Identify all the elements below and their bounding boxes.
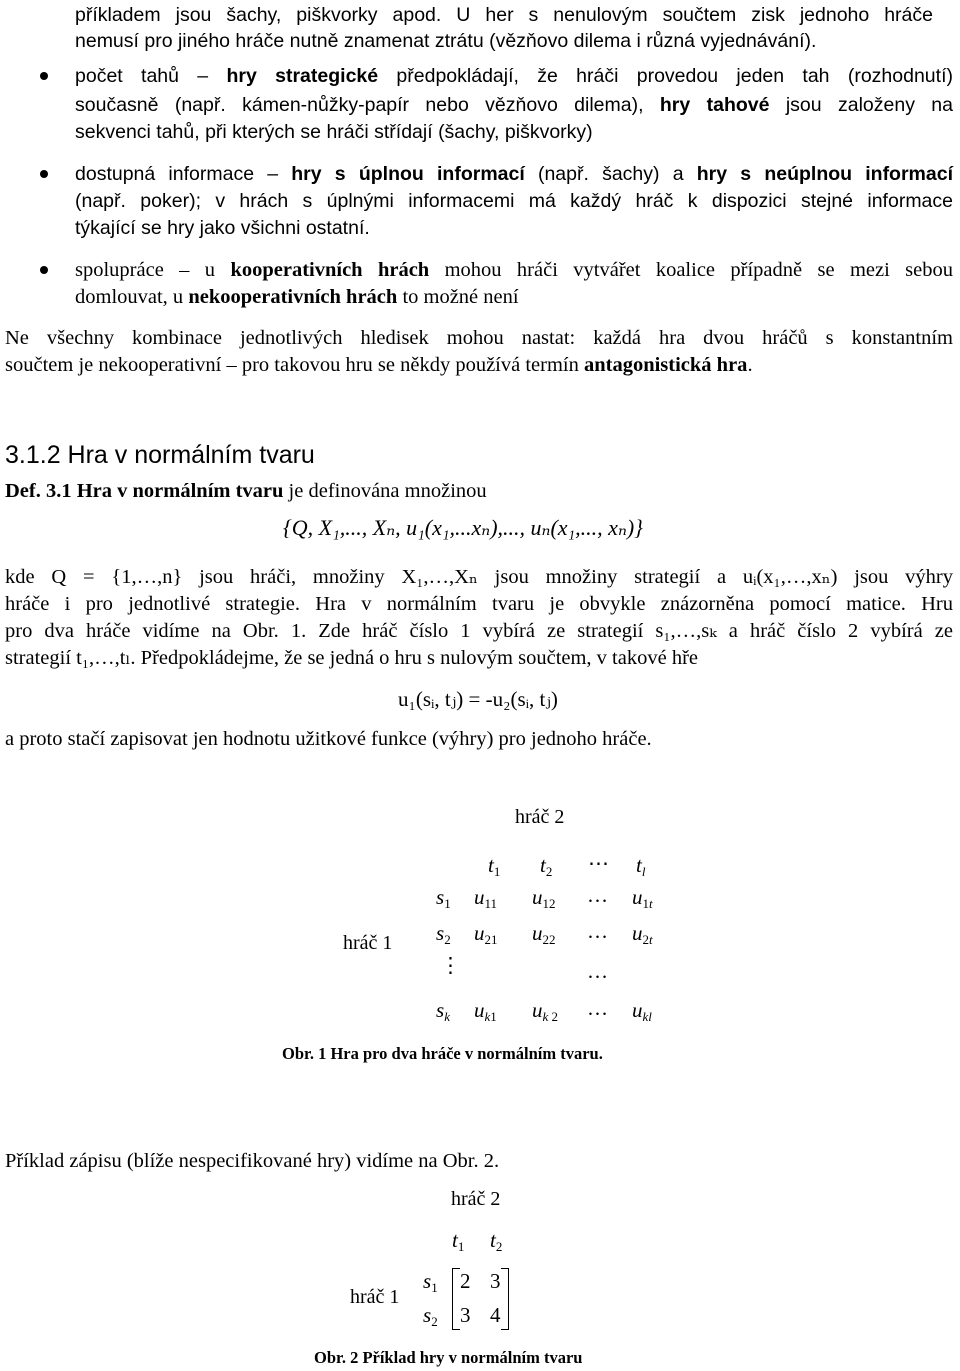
paragraph-1-line-2: součtem je nekooperativní – pro takovou hru se někdy používá termín antagonistická hra. bbox=[5, 354, 753, 376]
matrix-col-header: $t_2$ bbox=[540, 853, 553, 879]
bullet-2-line-3: týkající se hry jako všichni ostatní. bbox=[75, 217, 370, 239]
matrix-cell: 2 bbox=[460, 1269, 471, 1293]
bullet-3-line-2: domlouvat, u nekooperativních hrách to možné není bbox=[75, 286, 519, 308]
bullet-2-line-1: dostupná informace – hry s úplnou informací (např. šachy) a hry s neúplnou informací bbox=[75, 163, 954, 185]
definition-line: Def. 3.1 Hra v normálním tvaru je definována množinou bbox=[5, 480, 487, 502]
example-intro: Příklad zápisu (blíže nespecifikované hry) vidíme na Obr. 2. bbox=[5, 1150, 500, 1172]
section-heading: 3.1.2 Hra v normálním tvaru bbox=[5, 441, 315, 469]
matrix-row-header: $s_k$ bbox=[436, 998, 450, 1024]
matrix-col-header: $t_1$ bbox=[488, 853, 501, 879]
bullet-1-line-1: počet tahů – hry strategické předpokládají, že hráči provedou jeden tah (rozhodnutí) bbox=[75, 65, 953, 87]
matrix-row-header: $s_2$ bbox=[436, 921, 451, 947]
intro-line-1: příkladem jsou šachy, piškvorky apod. U her s nenulovým součtem zisk jednoho hráče bbox=[75, 4, 933, 26]
intro-line-2: nemusí pro jiného hráče nutně znamenat ztrátu (vězňovo dilema i různá vyjednávání). bbox=[75, 30, 817, 52]
bullet-1-line-2: současně (např. kámen-nůžky-papír nebo vězňovo dilema), hry tahové jsou založeny na bbox=[75, 94, 953, 116]
matrix-ellipsis: … bbox=[587, 959, 608, 983]
figure-2-player-1-label: hráč 1 bbox=[350, 1286, 400, 1308]
matrix-row-header: $s_1$ bbox=[436, 885, 451, 911]
matrix-cell: 3 bbox=[490, 1269, 501, 1293]
matrix-ellipsis: … bbox=[587, 919, 608, 943]
matrix-cell: $u_{21}$ bbox=[474, 921, 498, 947]
paragraph-3: a proto stačí zapisovat jen hodnotu užitkové funkce (výhry) pro jednoho hráče. bbox=[5, 728, 652, 750]
matrix-right-bracket bbox=[501, 1268, 509, 1330]
matrix-ellipsis: … bbox=[587, 883, 608, 907]
paragraph-2-line-1: kde Q = {1,…,n} jsou hráči, množiny X₁,…,Xₙ jsou množiny strategií a uᵢ(x₁,…,xₙ) jsou výhry bbox=[5, 566, 953, 588]
matrix-cell: 3 bbox=[460, 1303, 471, 1327]
figure-2-player-2-label: hráč 2 bbox=[451, 1188, 501, 1210]
figure-2-caption: Obr. 2 Příklad hry v normálním tvaru bbox=[314, 1348, 583, 1367]
bullet-1-line-3: sekvenci tahů, při kterých se hráči střídají (šachy, piškvorky) bbox=[75, 121, 593, 143]
matrix-cell: $u_{11}$ bbox=[474, 885, 498, 911]
paragraph-1-line-1: Ne všechny kombinace jednotlivých hledisek mohou nastat: každá hra dvou hráčů s konstantním bbox=[5, 327, 953, 349]
paragraph-2-line-3: pro dva hráče vidíme na Obr. 1. Zde hráč číslo 1 vybírá ze strategií s₁,…,sₖ a hráč číslo 2 vybírá ze bbox=[5, 620, 953, 642]
matrix-vertical-ellipsis: ⋮ bbox=[440, 953, 461, 977]
matrix-col-header: $t_l$ bbox=[636, 853, 646, 879]
figure-1-player-2-label: hráč 2 bbox=[515, 806, 565, 828]
zero-sum-formula: u₁(sᵢ, tⱼ) = -u₂(sᵢ, tⱼ) bbox=[398, 687, 558, 711]
matrix-cell: $u_{2t}$ bbox=[632, 921, 653, 947]
matrix-left-bracket bbox=[452, 1268, 460, 1330]
bullet-icon bbox=[40, 170, 48, 178]
figure-1-caption: Obr. 1 Hra pro dva hráče v normálním tvaru. bbox=[282, 1044, 603, 1063]
matrix-cell: $u_{kl}$ bbox=[632, 998, 652, 1024]
set-formula bbox=[283, 515, 643, 541]
bullet-icon bbox=[40, 72, 48, 80]
matrix-cell: $u_{12}$ bbox=[532, 885, 556, 911]
bullet-2-line-2: (např. poker); v hrách s úplnými informacemi má každý hráč k dispozici stejné informace bbox=[75, 190, 953, 212]
bullet-3-line-1: spolupráce – u kooperativních hrách mohou hráči vytvářet koalice případně se mezi sebou bbox=[75, 259, 954, 281]
matrix-row-header: $s_2$ bbox=[423, 1303, 438, 1329]
matrix-cell: $u_{22}$ bbox=[532, 921, 556, 947]
figure-1-player-1-label: hráč 1 bbox=[343, 932, 393, 954]
set-formula-text: {Q, X₁,..., Xₙ, u₁(x₁,...xₙ),..., uₙ(x₁,..., xₙ)} bbox=[283, 515, 643, 540]
matrix-ellipsis: ⋯ bbox=[588, 851, 609, 875]
matrix-ellipsis: … bbox=[587, 996, 608, 1020]
matrix-cell: $u_{1t}$ bbox=[632, 885, 653, 911]
matrix-col-header: $t_2$ bbox=[490, 1228, 503, 1254]
paragraph-2-line-2: hráče i pro jednotlivé strategie. Hra v normálním tvaru je obvykle znázorněna pomocí matice. Hru bbox=[5, 593, 953, 615]
matrix-row-header: $s_1$ bbox=[423, 1269, 438, 1295]
bullet-icon bbox=[40, 266, 48, 274]
matrix-cell: $u_{k1}$ bbox=[474, 998, 497, 1024]
matrix-col-header: $t_1$ bbox=[452, 1228, 465, 1254]
matrix-cell: 4 bbox=[490, 1303, 501, 1327]
paragraph-2-line-4: strategií t₁,…,tₗ. Předpokládejme, že se jedná o hru s nulovým součtem, v takové hře bbox=[5, 647, 699, 669]
matrix-cell: $u_{k 2}$ bbox=[532, 998, 559, 1024]
